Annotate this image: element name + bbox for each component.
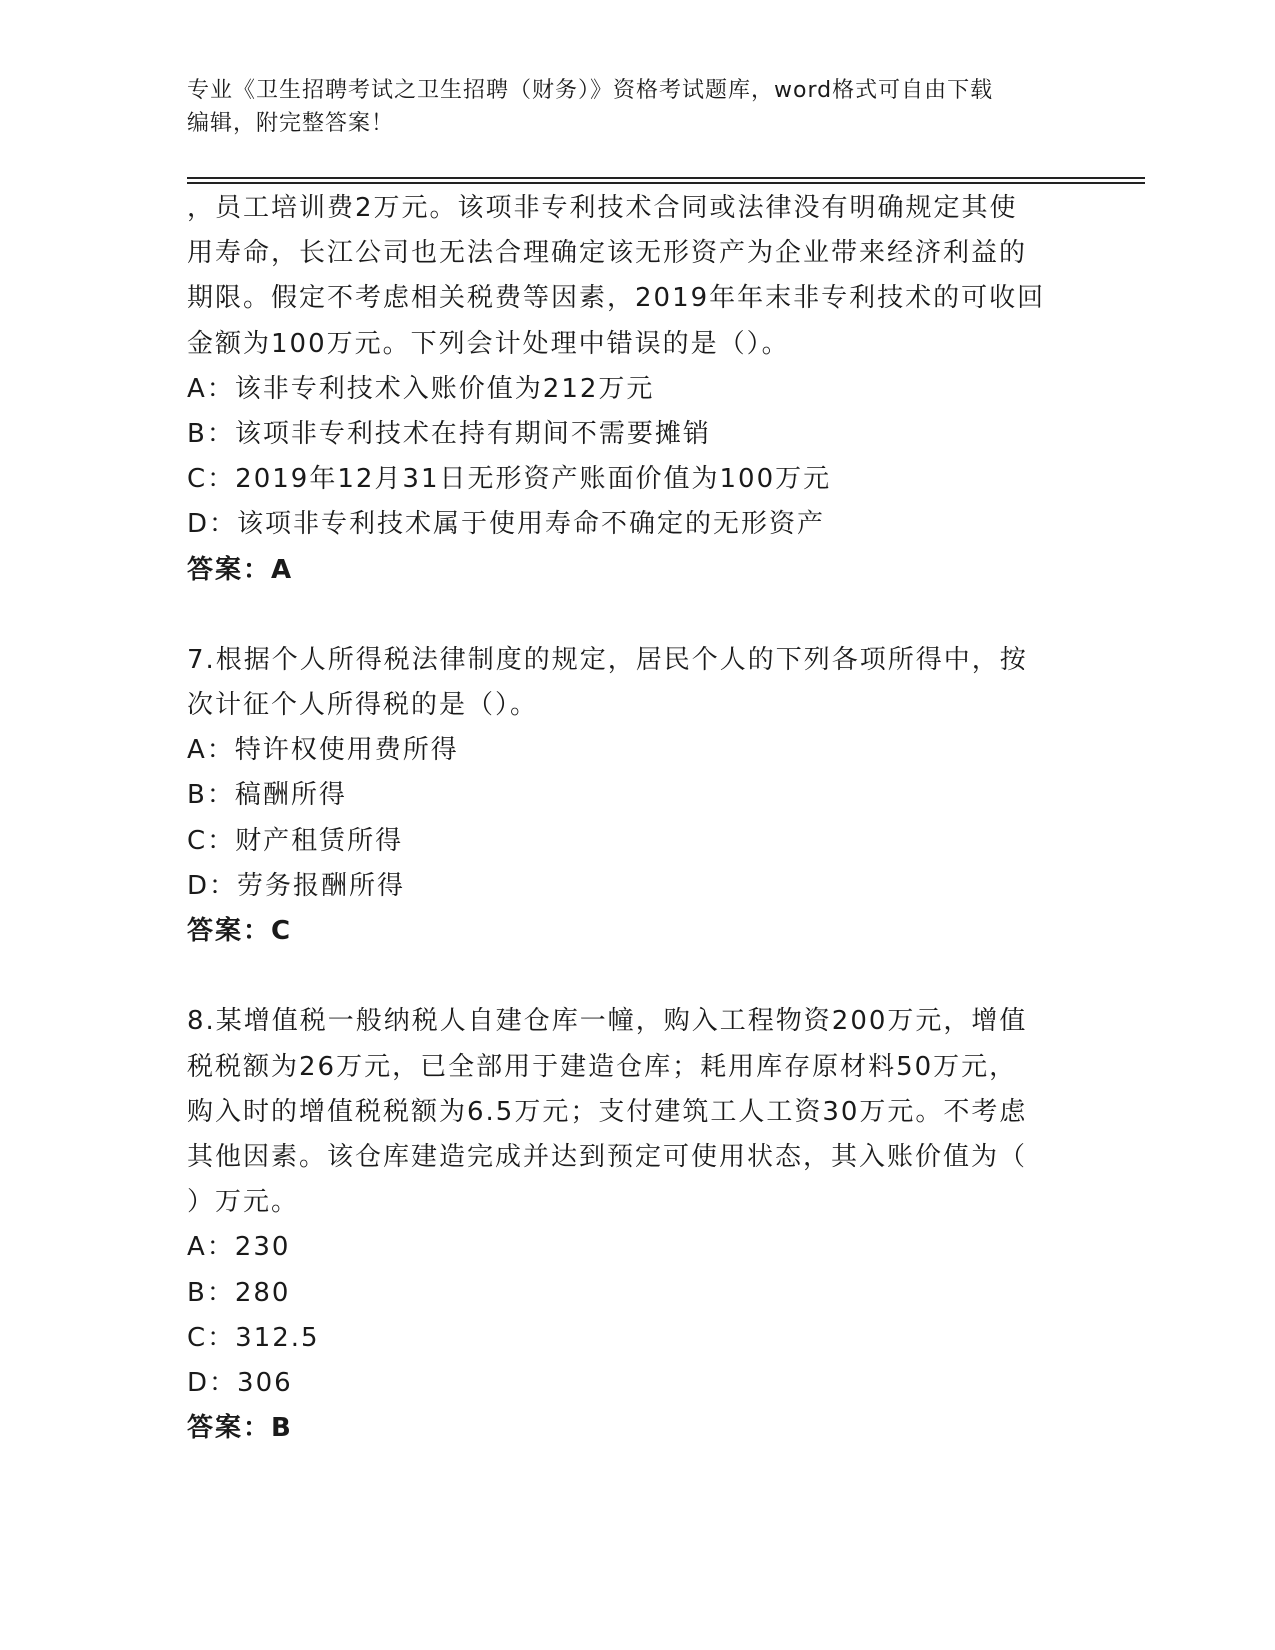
header-divider-top <box>187 177 1145 179</box>
question-stem-line: 金额为100万元。下列会计处理中错误的是（）。 <box>187 328 790 359</box>
question-stem-line: 次计征个人所得税的是（）。 <box>187 690 539 721</box>
question-stem-line: ）万元。 <box>187 1187 300 1218</box>
option-c: C：312.5 <box>187 1322 320 1353</box>
answer-label: 答案：B <box>187 1413 293 1444</box>
header-line-2: 编辑，附完整答案！ <box>187 111 395 136</box>
question-6 <box>187 186 1087 593</box>
option-c: C：财产租赁所得 <box>187 825 404 856</box>
answer-label: 答案：C <box>187 916 293 946</box>
option-a: A：该非专利技术入账价值为212万元 <box>187 373 655 404</box>
question-spacer <box>187 593 1087 638</box>
question-spacer <box>187 954 1087 999</box>
option-a: A：230 <box>187 1232 291 1263</box>
header-divider-bottom <box>187 182 1145 184</box>
option-d: D：该项非专利技术属于使用寿命不确定的无形资产 <box>187 509 826 540</box>
question-stem-line: 7.根据个人所得税法律制度的规定，居民个人的下列各项所得中，按 <box>187 644 1028 675</box>
header-line-1: 专业《卫生招聘考试之卫生招聘（财务）》资格考试题库，word格式可自由下载 <box>187 78 994 103</box>
question-7 <box>187 638 1087 954</box>
option-a: A：特许权使用费所得 <box>187 735 459 766</box>
document-header <box>187 74 1087 140</box>
option-b: B：该项非专利技术在持有期间不需要摊销 <box>187 418 711 449</box>
question-stem-line: 期限。假定不考虑相关税费等因素，2019年年末非专利技术的可收回 <box>187 283 1046 314</box>
option-b: B：稿酬所得 <box>187 780 347 811</box>
answer-label: 答案：A <box>187 554 294 585</box>
option-d: D：306 <box>187 1367 293 1398</box>
question-stem-line: ，员工培训费2万元。该项非专利技术合同或法律没有明确规定其使 <box>187 193 1018 223</box>
option-d: D：劳务报酬所得 <box>187 870 406 901</box>
option-c: C：2019年12月31日无形资产账面价值为100万元 <box>187 464 832 495</box>
question-stem-line: 税税额为26万元，已全部用于建造仓库；耗用库存原材料50万元， <box>187 1051 1018 1082</box>
question-list <box>187 186 1087 1451</box>
question-stem-line: 其他因素。该仓库建造完成并达到预定可使用状态，其入账价值为（ <box>187 1141 1028 1172</box>
question-stem-line: 8.某增值税一般纳税人自建仓库一幢，购入工程物资200万元，增值 <box>187 1006 1028 1037</box>
question-stem-line: 购入时的增值税税额为6.5万元；支付建筑工人工资30万元。不考虑 <box>187 1096 1028 1127</box>
question-stem-line: 用寿命，长江公司也无法合理确定该无形资产为企业带来经济利益的 <box>187 238 1028 269</box>
option-b: B：280 <box>187 1277 291 1308</box>
question-8 <box>187 999 1087 1451</box>
